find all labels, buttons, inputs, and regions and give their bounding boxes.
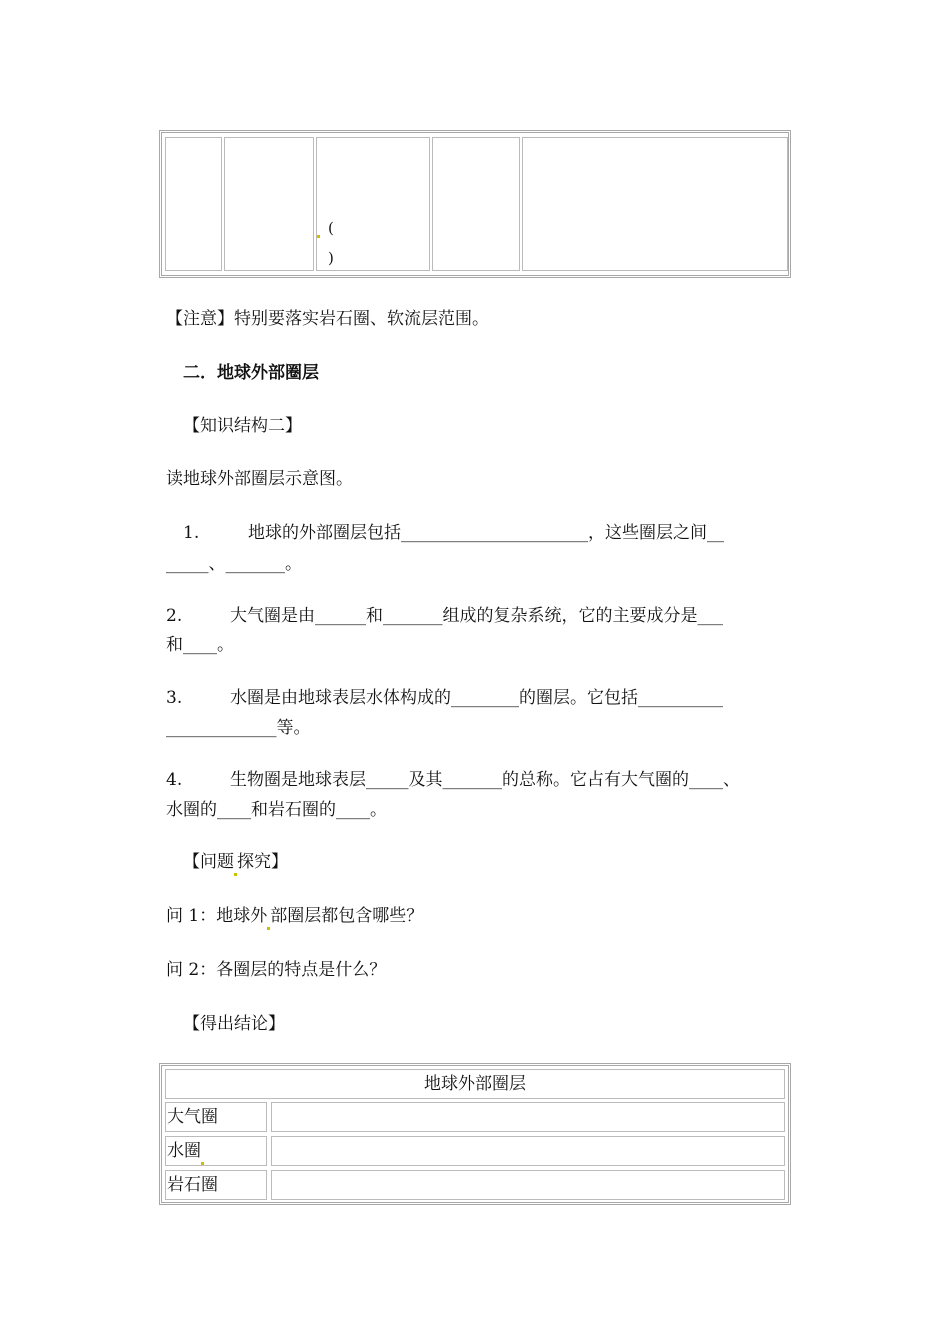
question-number: 3.: [166, 688, 183, 708]
top-table: [159, 130, 791, 278]
question-line: 生物圈是地球表层_____及其_______的总称。它占有大气圈的____、: [230, 770, 740, 790]
table-cell: [432, 137, 520, 271]
row-label: [165, 1136, 267, 1166]
question-q2: 问 2：各圈层的特点是什么？: [166, 960, 387, 980]
question-line: 大气圈是由______和_______组成的复杂系统，它的主要成分是___: [230, 606, 723, 626]
inquiry-title: [183, 849, 288, 876]
outer-spheres-table: [159, 1063, 791, 1205]
conclusion-title: 【得出结论】: [183, 1014, 285, 1034]
paren-close: ): [328, 249, 334, 267]
row-label-text: 水圈: [167, 1141, 201, 1161]
knowledge-title: 【知识结构二】: [183, 416, 302, 436]
q1-part: 问 1：地球外: [166, 906, 268, 926]
instruction-text: 读地球外部圈层示意图。: [166, 469, 353, 489]
q1-part: 部圈层都包含哪些？: [270, 906, 424, 926]
question-line: 水圈的____和岩石圈的____。: [166, 800, 387, 820]
question-number: 4.: [166, 770, 183, 790]
question-line: _____、_______。: [166, 554, 302, 574]
table-header: 地球外部圈层: [165, 1069, 785, 1099]
row-label: 岩石圈: [165, 1170, 267, 1200]
table-cell: [522, 137, 788, 271]
question-number: 1.: [183, 523, 200, 543]
question-line: 地球的外部圈层包括______________________，这些圈层之间__: [248, 523, 724, 543]
question-q1: [166, 903, 423, 930]
inquiry-title-part: 【问题: [183, 852, 234, 872]
question-number: 2.: [166, 606, 183, 626]
question-line: 水圈是由地球表层水体构成的________的圈层。它包括__________: [230, 688, 723, 708]
inquiry-title-part: 探究】: [237, 852, 288, 872]
row-value: [271, 1102, 785, 1132]
row-label: 大气圈: [165, 1102, 267, 1132]
table-cell: [224, 137, 314, 271]
paren-open: (: [328, 219, 334, 237]
row-value: [271, 1170, 785, 1200]
note-text: 【注意】特别要落实岩石圈、软流层范围。: [166, 309, 489, 329]
row-value: [271, 1136, 785, 1166]
question-line: 和____。: [166, 635, 234, 655]
question-line: _____________等。: [166, 718, 311, 738]
table-cell: [165, 137, 222, 271]
section-title: 二．地球外部圈层: [183, 363, 319, 383]
